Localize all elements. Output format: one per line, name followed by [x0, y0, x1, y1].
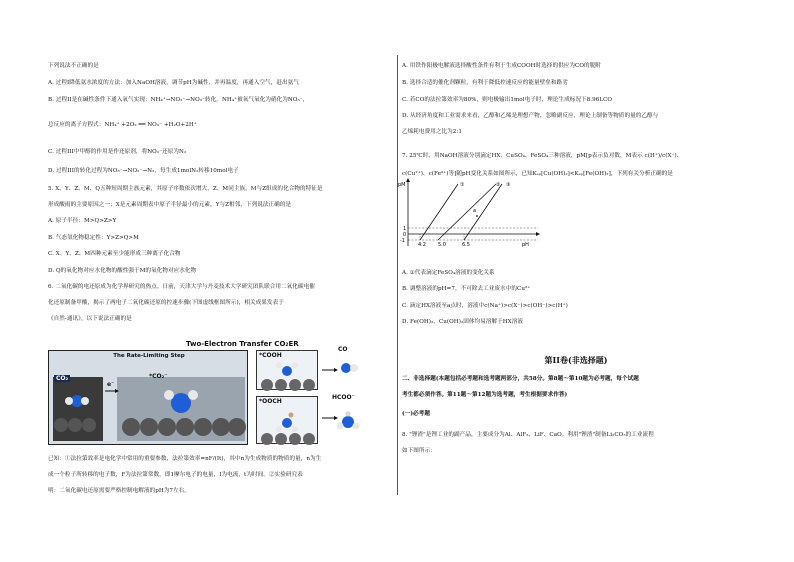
- curve-3: [464, 184, 502, 240]
- curve-label-1: ①: [460, 182, 465, 188]
- rate-limiting-step-title: The Rate-Limiting Step: [113, 353, 185, 359]
- text-line: B. 气态氢化物稳定性：Y>Z>Q>M: [48, 235, 139, 241]
- text-line: D. 过程III的转化过程为NO₃⁻→NO₂⁻→N₂，每生成1molN₂转移10mol电子: [48, 168, 239, 174]
- text-line: D. Fe(OH)₂、Cu(OH)₂固体均易溶解于HX溶液: [402, 319, 523, 325]
- x-axis-label: pH: [522, 242, 529, 248]
- text-line: 如下图所示：: [402, 448, 436, 454]
- co-molecule: [341, 363, 351, 373]
- ooch-panel: [256, 396, 318, 444]
- text-line: 化还原制备甲酸，揭示了两电子二氧化碳还原的控速步骤(下图虚线框图所示)，相关成果发表于: [48, 300, 284, 306]
- figure-title: Two-Electron Transfer CO₂ER: [186, 340, 299, 348]
- o-atom: [164, 390, 174, 400]
- curve-label-3: ③: [506, 182, 511, 188]
- ooch-label: *OOCH: [259, 398, 282, 405]
- text-line: 7. 25℃时，用NaOH溶液分别滴定HX、CuSO₄、FeSO₄三种溶液，pM[p表示负对数，M表示 c(H⁺)/c(X⁻)、: [402, 153, 683, 159]
- x-tick: 4.2: [418, 242, 426, 248]
- text-line: A. 原子半径：M>Q>Z>Y: [48, 218, 117, 224]
- rls-illustration: [49, 351, 249, 446]
- o-atom: [81, 397, 89, 405]
- point-a-label: a: [473, 208, 477, 214]
- text-line: A. 过程I降低氨水浓度的方法：加入NaOH溶液，调节pH为碱性，并再温度，再通入空气，赶出氨气: [48, 80, 299, 86]
- cooh-panel: [256, 350, 318, 390]
- text-line: D. 从经济角度和工业需求来看，乙醇和乙烯是理想产物，忽略副反应，理论上制备等物质的量的乙醇与: [402, 113, 659, 119]
- co2-star-label: *CO₂⁻: [149, 373, 168, 380]
- co2-adsorbed: [171, 393, 191, 413]
- y-tick: -1: [400, 238, 405, 244]
- x-tick: 6.5: [462, 242, 470, 248]
- text-line: 成一个粒子所转移的电子数，F为法拉第常数，即1摩尔电子的电量，I为电流，t为时间。②实验研究表: [48, 472, 303, 478]
- text-line: A. ①代表滴定FeSO₄溶液的变化关系: [402, 270, 495, 276]
- co-label: CO: [338, 346, 348, 353]
- rate-limiting-step-box: [48, 350, 248, 445]
- x-tick: 5.0: [438, 242, 446, 248]
- text-line: 《自然-通讯》，以下说法正确的是: [48, 316, 132, 322]
- hcoo-molecule: [342, 416, 354, 428]
- text-line: C. 过程III中甲醇的作用是作还原剂，将NO₃⁻还原为N₂: [48, 149, 187, 155]
- electron-label: e⁻: [107, 381, 115, 388]
- text-line: B. 调整溶液的pH=7，不可除去工业废水中的Cu²⁺: [402, 286, 531, 292]
- text-line: 8. "锂渣"是锂工业的副产品，主要成分为Al、AlF₃、LiF、CaO。利用"锂渣"制备Li₂CO₃的工业流程: [402, 432, 654, 438]
- product-arrows: [320, 338, 360, 448]
- text-line: 明：二氧化碳电还原需要严格控制电解液的pH为7左右。: [48, 488, 190, 494]
- hcoo-label: HCOO⁻: [332, 394, 355, 401]
- must-answer-label: (一)必考题: [402, 411, 430, 417]
- co2-label: CO₂: [56, 375, 69, 382]
- text-line: B. 选择合适的催化剂颗粒，有利于降低控速反应的能量壁垒和路劣: [402, 80, 568, 86]
- text-line: B. 过程II是在碱性条件下通入氧气实现：NH₄⁺→NO₂⁻→NO₃⁻转化。NH₄⁺被氧气氧化为硝化为NO₃⁻，: [48, 97, 309, 103]
- text-line: 已知：①法拉第效率是电化学中常用的重要参数，法拉第效率=nF/(It)，其中n为生成物质的物质的量，n为生: [48, 456, 322, 462]
- text-line: C. X、Y、Z、M四种元素至少能形成三种离子化合物: [48, 251, 181, 257]
- text-line: c(Cu²⁺)、c(Fe²⁺)等]随pH变化关系如图所示，已知Kₛₚ[Cu(OH)₂]<Kₛₚ[Fe(OH)₂]，下列有关分析正确的是: [402, 171, 673, 177]
- text-line: 总反应的离子方程式：NH₄⁺ +2O₂ ══ NO₃⁻ +H₂O+2H⁺: [48, 122, 197, 128]
- y-tick: 0: [403, 232, 407, 238]
- point-a: [476, 215, 478, 217]
- text-line: C. 若CO的法拉第效率为80%，则电极输出1mol电子时，理论生成标况下8.96LCO: [402, 97, 613, 103]
- curve-2: [438, 184, 496, 240]
- co2er-figure: [48, 338, 368, 448]
- o-atom: [65, 397, 73, 405]
- y-axis-arrow: [406, 178, 410, 182]
- text-line: 形成酸雨的主要原因之一；X是元素周期表中原子半径最小的元素，Y与Z相邻，下列说法正确的是: [48, 202, 292, 208]
- text-line: D. Q的氧化物对应水化物的酸性强于M的氧化物对应水化物: [48, 268, 197, 274]
- section-title: 第II卷(非选择题): [544, 355, 608, 365]
- column-divider: [397, 55, 398, 495]
- curve-label-2: ②: [496, 182, 501, 188]
- text-line: 乙烯耗电费用之比为2:1: [402, 129, 462, 135]
- x-axis-arrow: [536, 232, 540, 236]
- text-line: 考生都必须作答。第11题～第12题为选考题，考生根据要求作答): [402, 392, 568, 398]
- text-line: 二、非选择题(本题包括必考题和选考题两部分，共58分。第8题～第10题为必考题，每个试题: [402, 376, 639, 382]
- y-axis-label: pM: [398, 182, 406, 188]
- y-tick: 1: [403, 226, 407, 232]
- text-line: 5. X、Y、Z、M、Q五种短周期主族元素，其原子序数依次增大，Z、M同主族，M与Z组成的化合物的特征是: [48, 186, 323, 192]
- cooh-label: *COOH: [259, 352, 282, 359]
- text-line: A. 用铁作阳极电解液选择酸性条件有利于生成COOH时选择的供应为CO的脱附: [402, 63, 601, 69]
- text-line: C. 滴定HX溶液至a点时，溶液中c(Na⁺)>c(X⁻)>c(OH⁻)>c(H⁺): [402, 303, 568, 309]
- text-line: 下列说法不正确的是: [48, 63, 99, 69]
- curve-1: [420, 184, 458, 240]
- pm-ph-chart: [398, 176, 558, 256]
- text-line: 6. 二氧化碳的电还原成为化学界研究的热点。日前，天津大学与丹麦技术大学研究团队联合用二氧化碳电催: [48, 284, 315, 290]
- o-atom: [188, 390, 198, 400]
